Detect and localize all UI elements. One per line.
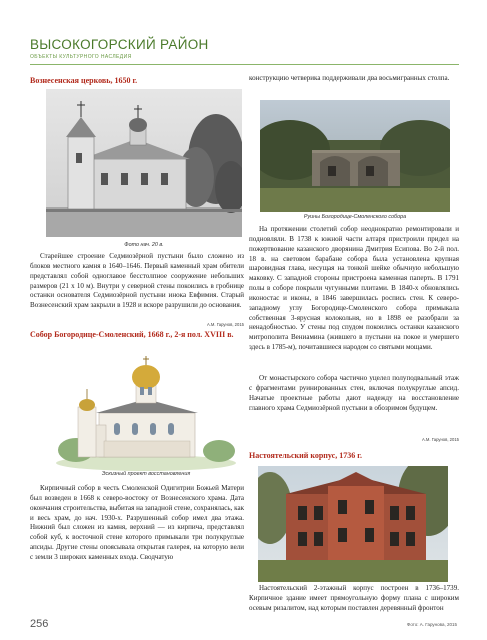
restoration-sketch-image <box>54 355 238 471</box>
photo-restoration-project <box>54 355 238 471</box>
church-photo-image <box>46 89 242 237</box>
photo-ascension-church <box>46 89 242 237</box>
abbot-building-image <box>258 466 448 582</box>
section-title: ВЫСОКОГОРСКИЙ РАЙОН <box>30 37 209 52</box>
paragraph-ascension-church: Старейшее строение Седмиозёрной пустыни было сложено из блоков местного камня в 1640–1646. Первый каменный храм обители представлял собой одноглавое бесстолпное сооружение небольших размеров (21 х 10 м). Внутри у северной стены покоились в гробнице останки основателя Седмиозёрной пустыни инока Евфимия. Старый Вознесенский храм закрыли в 1928 и вскоре разрушили до основания. <box>30 252 244 310</box>
paragraph-cathedral-today: От монастырского собора частично уцелел полуподвальный этаж с фрагментами руинированных стен, включая полукруглые апсид. Начатые проектные работы дают надежду на восстановление главного храма Седмиозёрной пустыни в обозримом будущем. <box>249 374 459 412</box>
heading-ascension-church: Вознесенская церковь, 1650 г. <box>30 76 138 85</box>
photo-cathedral-ruins <box>260 100 450 212</box>
credit-left: А.М. Гарунов, 2015 <box>206 322 244 327</box>
header-divider <box>30 64 459 65</box>
photo2-caption: Эскизный проект восстановления <box>101 471 191 477</box>
photo-abbot-building <box>258 466 448 582</box>
page-number: 256 <box>30 618 49 630</box>
photo3-caption: Руины Богородице-Смоленского собора <box>303 214 407 220</box>
paragraph-abbot-building: Настоятельский 2-этажный корпус построен в 1736–1739. Кирпичное здание имеет прямоугольную форму плана с широким осевым ризалитом, над которым поставлен деревянный фронтон <box>249 584 459 612</box>
credit-right: А.М. Гарунов, 2015 <box>421 437 459 442</box>
heading-abbot-building: Настоятельский корпус, 1736 г. <box>249 451 362 460</box>
footer-photo-credit: Фото: А. Гарунова, 2015 <box>406 622 457 627</box>
section-subtitle: ОБЪЕКТЫ КУЛЬТУРНОГО НАСЛЕДИЯ <box>30 54 132 60</box>
paragraph-smolensk-cathedral: Кирпичный собор в честь Смоленской Одигитрии Божьей Матери был возведен в 1668 к северо-востоку от Вознесенского храма. Дата окончания строительства, выбитая на западной стене, сохранялась, как и весь храм, до нач. 1930-х. Разрушенный собор имел два этажа. Нижний был сложен из камня, верхний — из кирпича, представлял собой куб, к восточной стене которого примыкали три полукруглые апсиды. Другие стены опоясывала открытая галерея, на которую вели с земли 3 широких каменных входа. Сводчатую <box>30 484 244 561</box>
paragraph-cathedral-history: На протяжении столетий собор неоднократно ремонтировали и подновляли. В 1738 к южной части алтаря пристроили придел на пожертвование казанского дворянина Дмитрия Есипова. Во 2-й пол. 18 в. на световом барабане собора была установлена крупная шаровидная глава, несущая на тонкой шейке обычную небольшую маковку. С западной стороны пристроена каменная паперть. В 1791 полы в соборе покрыли чугунными плитами. В 1840-х обновлялись иконостас и иконы, в 1846 завершилась роспись стен. К северо-западному углу Богородице-Смоленского собора примыкала собственная 3-ярусная колокольня, но в 1898 ее разобрали за ненадобностью. У стены под спудом покоились останки казанского митрополита Вениамина (жившего в пустыни на покое и умершего здесь в 1785-м), почитавшиеся народом со святыми мощами. <box>249 225 459 352</box>
paragraph-continuation: конструкцию четверика поддерживали два восьмигранных столпа. <box>249 74 450 82</box>
ruins-photo-image <box>260 100 450 212</box>
photo1-caption: Фото нач. 20 в. <box>124 242 164 248</box>
heading-smolensk-cathedral: Собор Богородице-Смоленский, 1668 г., 2-я пол. XVIII в. <box>30 330 234 339</box>
